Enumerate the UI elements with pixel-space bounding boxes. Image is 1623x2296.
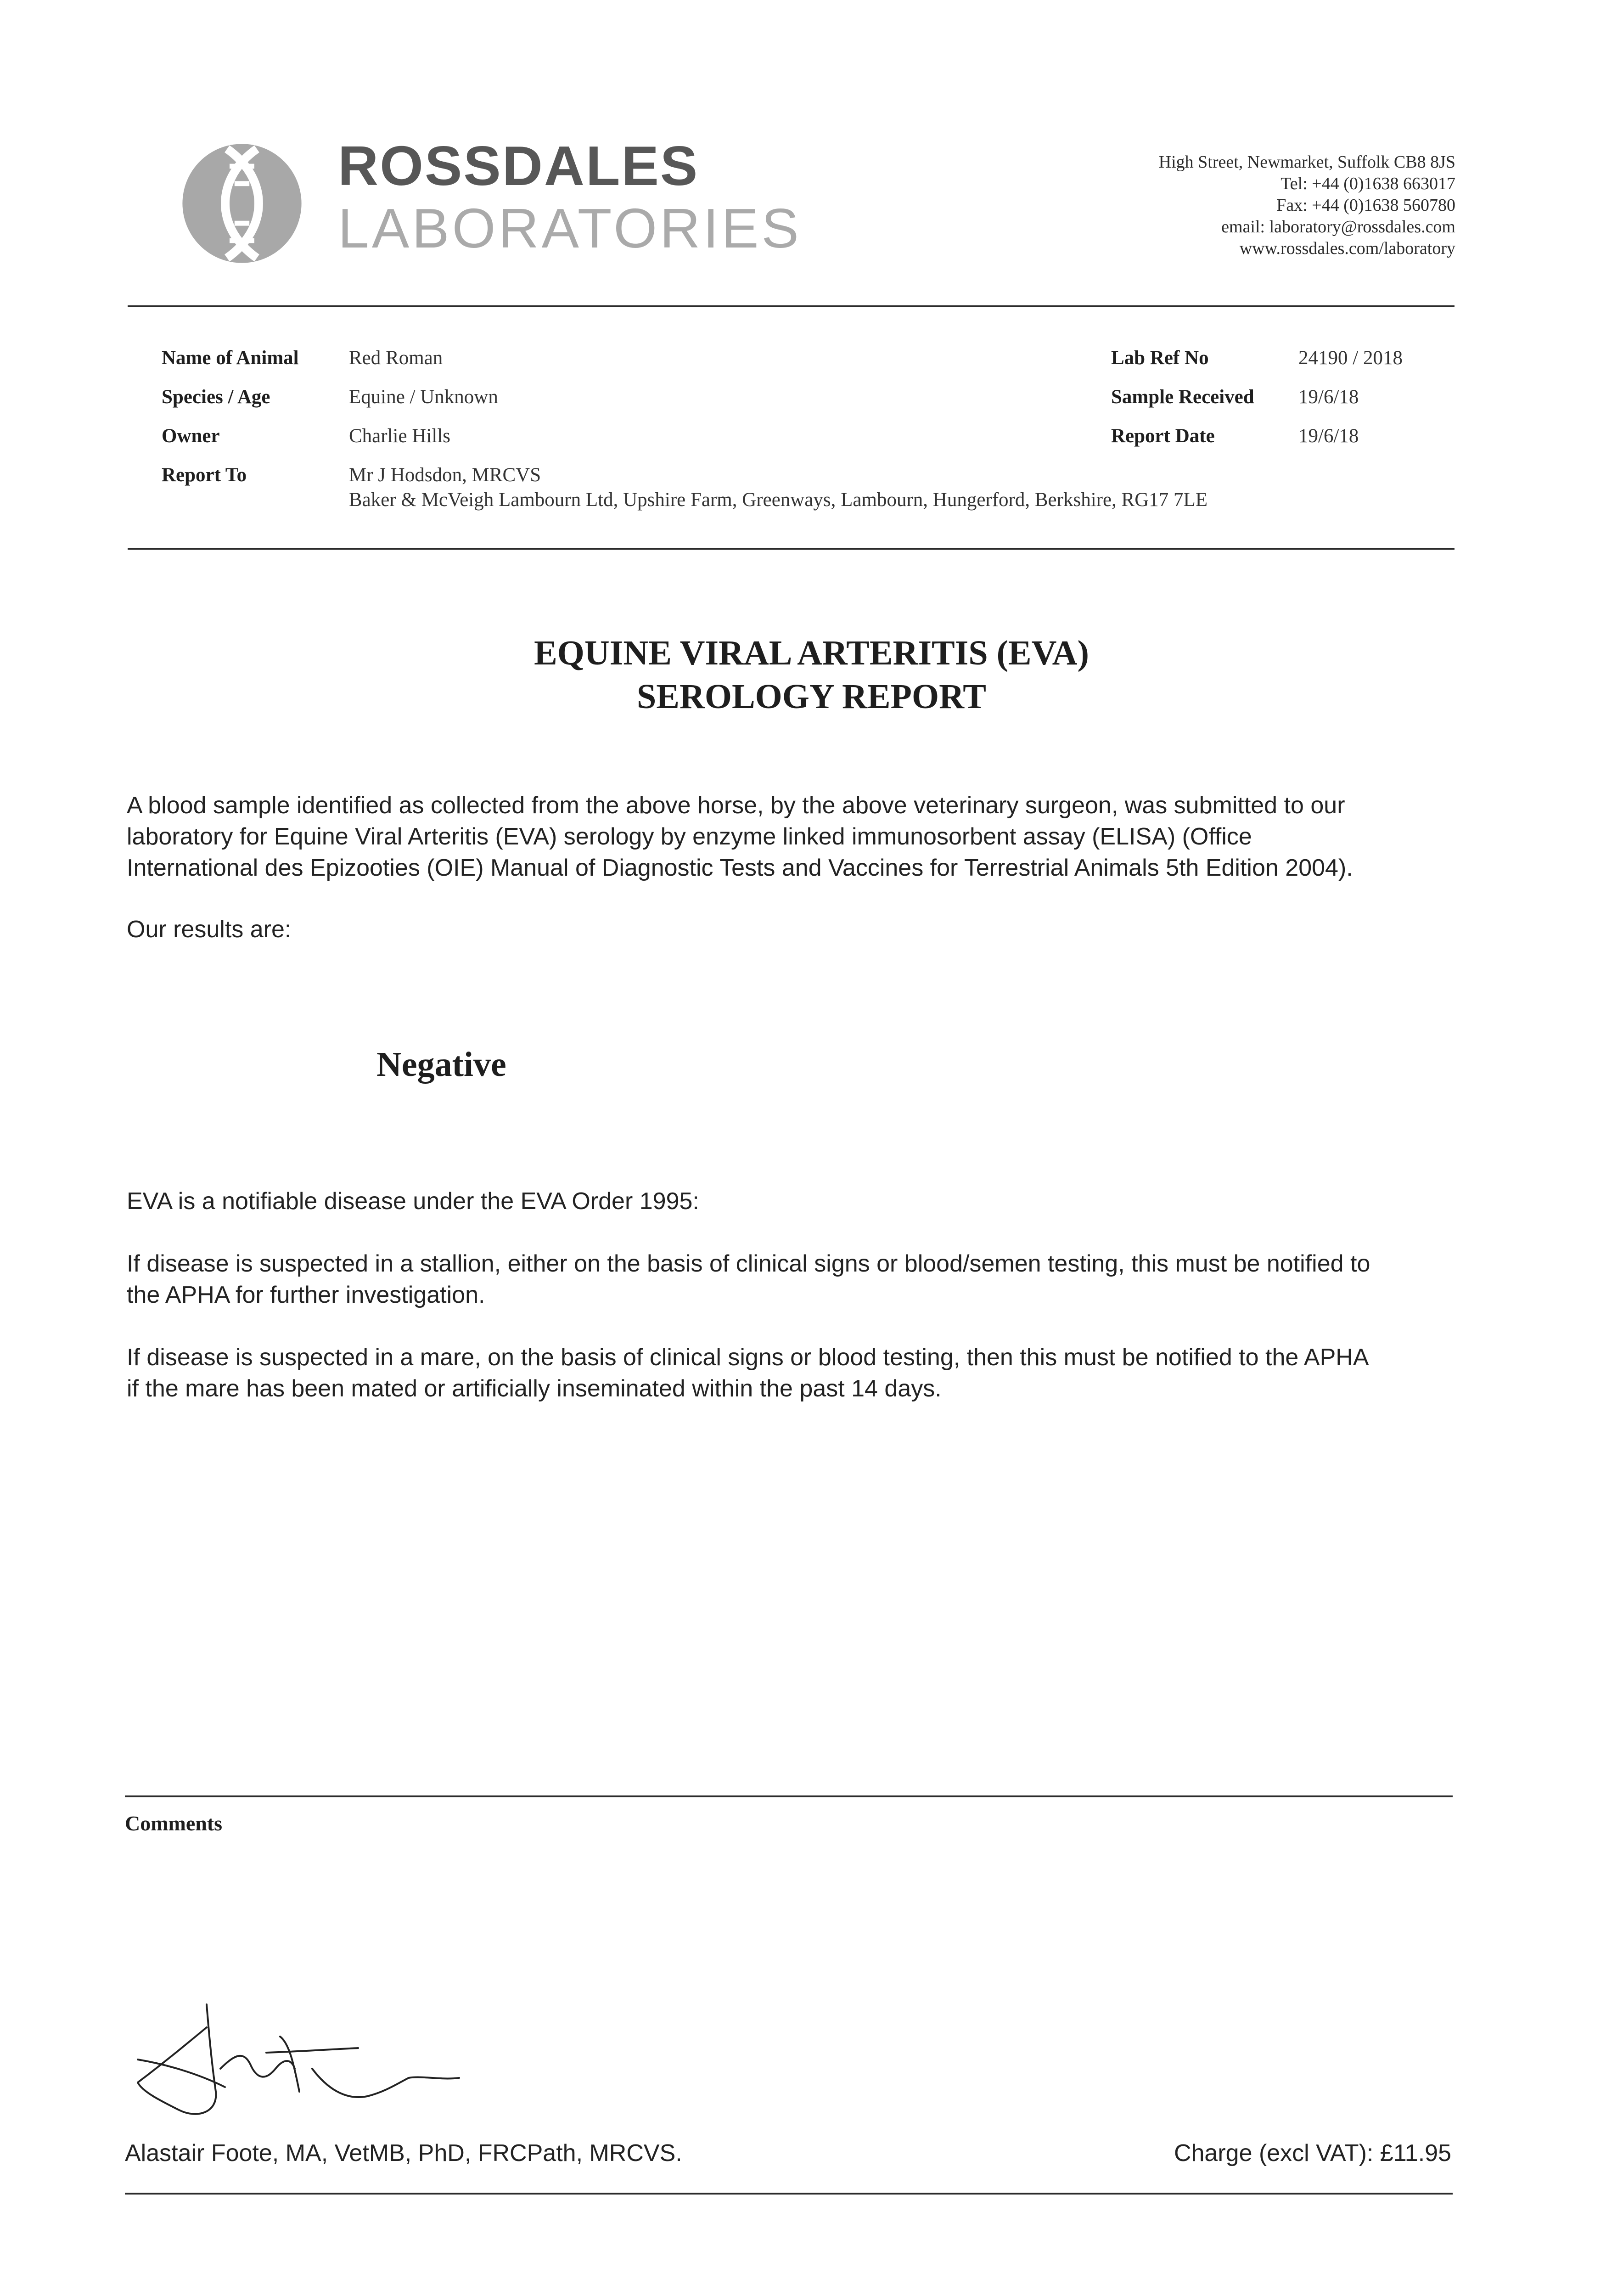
header-divider	[128, 305, 1455, 307]
mare-line: if the mare has been mated or artificially inseminated within the past 14 days.	[127, 1375, 942, 1402]
intro-paragraph	[127, 790, 1353, 884]
report-to-label: Report To	[162, 464, 247, 486]
stallion-line: the APHA for further investigation.	[127, 1282, 485, 1308]
dna-helix-icon	[180, 141, 304, 265]
test-result: Negative	[376, 1045, 506, 1084]
report-date-label: Report Date	[1111, 425, 1215, 447]
stallion-line: If disease is suspected in a stallion, either on the basis of clinical signs or blood/semen testing, this must be notified to	[127, 1250, 1370, 1277]
lab-ref-value: 24190 / 2018	[1298, 347, 1403, 369]
report-title	[0, 631, 1623, 719]
lab-ref-label: Lab Ref No	[1111, 347, 1209, 369]
stallion-paragraph	[127, 1248, 1370, 1311]
address: High Street, Newmarket, Suffolk CB8 8JS	[1158, 152, 1455, 172]
report-date-value: 19/6/18	[1298, 425, 1359, 447]
report-to-name: Mr J Hodsdon, MRCVS	[349, 464, 541, 486]
comments-divider	[125, 1795, 1453, 1797]
fax: Fax: +44 (0)1638 560780	[1276, 196, 1455, 215]
intro-line: laboratory for Equine Viral Arteritis (EVA) serology by enzyme linked immunosorbent assay (ELISA) (Office	[127, 823, 1252, 850]
name-of-animal-value: Red Roman	[349, 347, 443, 369]
report-title-line2: SEROLOGY REPORT	[637, 677, 986, 716]
mare-paragraph	[127, 1342, 1369, 1404]
brand-name: ROSSDALES	[338, 135, 699, 197]
owner-value: Charlie Hills	[349, 425, 450, 447]
signature	[129, 2000, 477, 2128]
comments-label: Comments	[125, 1812, 223, 1835]
species-age-label: Species / Age	[162, 386, 270, 408]
contact-block	[1042, 152, 1455, 259]
report-to-address: Baker & McVeigh Lambourn Ltd, Upshire Farm, Greenways, Lambourn, Hungerford, Berkshire, RG17 7LE	[349, 489, 1208, 511]
intro-line: A blood sample identified as collected from the above horse, by the above veterinary surgeon, was submitted to our	[127, 792, 1345, 819]
notifiable-statement: EVA is a notifiable disease under the EVA Order 1995:	[127, 1188, 699, 1215]
owner-label: Owner	[162, 425, 220, 447]
website: www.rossdales.com/laboratory	[1239, 239, 1455, 258]
report-title-line1: EQUINE VIRAL ARTERITIS (EVA)	[534, 634, 1089, 672]
species-age-value: Equine / Unknown	[349, 386, 498, 408]
telephone: Tel: +44 (0)1638 663017	[1280, 174, 1455, 193]
email: email: laboratory@rossdales.com	[1221, 217, 1455, 236]
footer-divider	[125, 2193, 1453, 2195]
brand-subtitle: LABORATORIES	[338, 197, 802, 259]
sample-received-value: 19/6/18	[1298, 386, 1359, 408]
sample-received-label: Sample Received	[1111, 386, 1254, 408]
mare-line: If disease is suspected in a mare, on the basis of clinical signs or blood testing, then this must be notified to the APHA	[127, 1344, 1369, 1371]
name-of-animal-label: Name of Animal	[162, 347, 299, 369]
signer-name: Alastair Foote, MA, VetMB, PhD, FRCPath, MRCVS.	[125, 2140, 682, 2167]
intro-line: International des Epizooties (OIE) Manual of Diagnostic Tests and Vaccines for Terrestrial Animals 5th Edition 2004).	[127, 855, 1353, 881]
results-intro: Our results are:	[127, 916, 292, 943]
info-divider	[128, 548, 1455, 550]
charge: Charge (excl VAT): £11.95	[1174, 2140, 1451, 2167]
